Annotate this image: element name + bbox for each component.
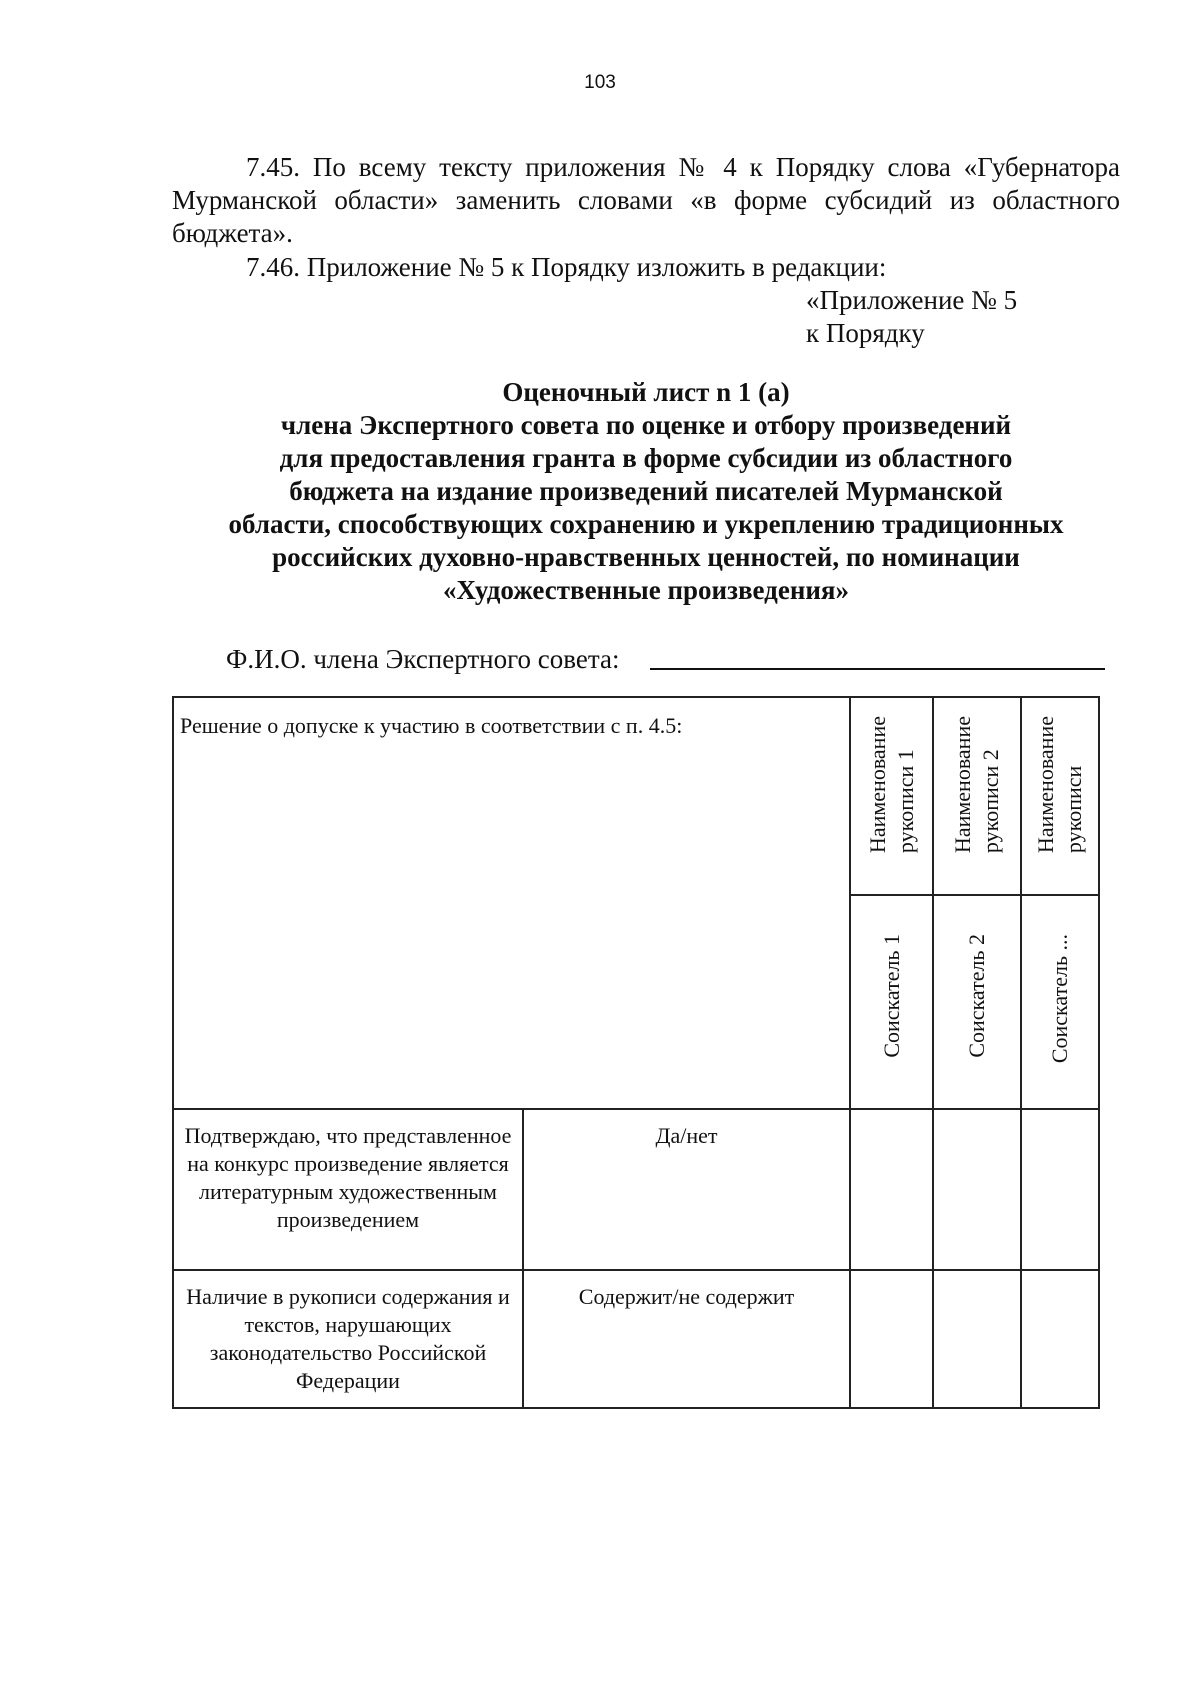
fio-label: Ф.И.О. члена Экспертного совета: <box>226 644 620 674</box>
answer-cell <box>523 1109 850 1270</box>
table-row <box>173 1270 1099 1408</box>
applicant-2-header-cell <box>933 895 1021 1109</box>
title-line-2: члена Экспертного совета по оценке и отбору произведений <box>280 410 1012 440</box>
title-line-3: для предоставления гранта в форме субсидии из областного <box>279 443 1013 473</box>
answer-cell <box>523 1270 850 1408</box>
score-cell-applicant-1[interactable] <box>850 1270 933 1408</box>
applicant-n-header-cell <box>1021 895 1099 1109</box>
answer-text: Содержит/не содержит <box>578 1284 795 1309</box>
criterion-cell <box>173 1270 523 1408</box>
manuscript-1-header: Наименование рукописи 1 <box>864 716 918 854</box>
criterion-text: Подтверждаю, что представленное на конкурс произведение является литературным художественным произведением <box>184 1123 512 1232</box>
paragraph-7-46: 7.46. Приложение № 5 к Порядку изложить в редакции: <box>246 252 887 282</box>
title-line-4: бюджета на издание произведений писателей Мурманской <box>289 476 1003 506</box>
appendix-line-2: к Порядку <box>806 318 925 348</box>
evaluation-table <box>172 696 1100 1409</box>
answer-text: Да/нет <box>655 1123 718 1148</box>
title-line-5: области, способствующих сохранению и укреплению традиционных <box>228 509 1064 539</box>
applicant-1-header: Соискатель 1 <box>878 934 904 1058</box>
title-line-7: «Художественные произведения» <box>442 575 850 605</box>
manuscript-n-header: Наименование рукописи <box>1033 716 1087 854</box>
manuscript-2-header-cell <box>933 697 1021 895</box>
appendix-line-1: «Приложение № 5 <box>806 285 1018 315</box>
title-line-1: Оценочный лист n 1 (а) <box>502 377 790 407</box>
applicant-n-header: Соискатель ... <box>1047 934 1073 1064</box>
applicant-1-header-cell <box>850 895 933 1109</box>
decision-header: Решение о допуске к участию в соответствии с п. 4.5: <box>180 713 683 738</box>
criterion-cell <box>173 1109 523 1270</box>
page-number: 103 <box>584 72 616 93</box>
manuscript-1-header-cell <box>850 697 933 895</box>
score-cell-applicant-n[interactable] <box>1021 1270 1099 1408</box>
decision-header-cell <box>173 697 850 1109</box>
document-title <box>172 376 1120 607</box>
title-line-6: российских духовно-нравственных ценностей, по номинации <box>272 542 1020 572</box>
paragraph-7-45: 7.45. По всему тексту приложения № 4 к Порядку слова «Губернатора Мурманской области» заменить словами «в форме субсидий из областного бюджета». <box>172 152 1120 248</box>
score-cell-applicant-n[interactable] <box>1021 1109 1099 1270</box>
score-cell-applicant-2[interactable] <box>933 1270 1021 1408</box>
manuscript-n-header-cell <box>1021 697 1099 895</box>
criterion-text: Наличие в рукописи содержания и текстов, нарушающих законодательство Российской Федерации <box>186 1284 510 1393</box>
applicant-2-header: Соискатель 2 <box>964 934 990 1058</box>
manuscript-2-header: Наименование рукописи 2 <box>950 716 1004 854</box>
score-cell-applicant-2[interactable] <box>933 1109 1021 1270</box>
table-row <box>173 1109 1099 1270</box>
fio-input-line[interactable] <box>650 668 1105 670</box>
score-cell-applicant-1[interactable] <box>850 1109 933 1270</box>
